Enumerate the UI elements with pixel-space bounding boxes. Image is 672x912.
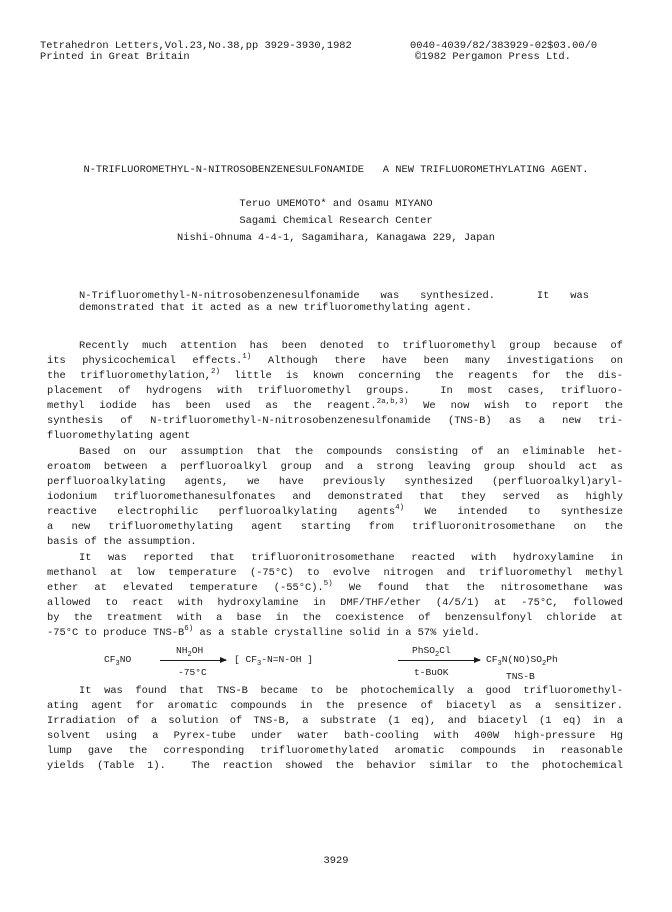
body-line: yields (Table 1). The reaction showed the behavior similar to the photochemical xyxy=(47,760,623,772)
reaction-arrow xyxy=(398,660,480,661)
reagent-2: PhSO$_2$Cl xyxy=(412,645,451,659)
printed-in: Printed in Great Britain xyxy=(40,51,190,63)
body-line: ating agent for aromatic compounds in the presence of biacetyl as a sensitizer. xyxy=(47,700,623,712)
body-line: basis of the assumption. xyxy=(47,536,197,548)
footnote-ref: 6) xyxy=(184,624,194,633)
product-label: TNS-B xyxy=(506,671,535,682)
body-line: allowed to react with hydroxylamine in DMF/THF/ether (4/5/1) at -75°C, followed xyxy=(47,597,623,609)
affiliation: Sagami Chemical Research Center xyxy=(239,215,433,227)
body-line: ether at elevated temperature (-55°C).$^{5)}$ We found that the nitrosomethane was xyxy=(47,579,623,594)
body-line: by the treatment with a base in the coexistence of benzensulfonyl chloride at xyxy=(47,612,623,624)
body-line: lump gave the corresponding trifluoromethylated aromatic compounds in reasonable xyxy=(47,745,623,757)
page-number: 3929 xyxy=(323,855,349,867)
reactant-formula: $CF_3NO$ xyxy=(104,654,132,668)
copyright: ©1982 Pergamon Press Ltd. xyxy=(415,51,571,63)
body-line: eroatom between a perfluoroalkyl group and a strong leaving group should act as xyxy=(47,461,623,473)
body-line: its physicochemical effects.$^{1)}$ Although there have been many investigations on xyxy=(47,352,623,367)
body-line: methanol at low temperature (-75°C) to evolve nitrogen and trifluoromethyl methyl xyxy=(47,567,623,579)
body-line: fluoromethylating agent xyxy=(47,430,191,442)
body-line: -75°C to produce TNS-$B^{6)}$ as a stable crystalline solid in a 57% yield. xyxy=(47,624,481,639)
body-line: methyl iodide has been used as the reagent.$^{2a,b,3)}$ We now wish to report the xyxy=(47,397,624,412)
footnote-ref: 1) xyxy=(242,352,252,361)
reagent-1: $NH_2OH$ xyxy=(176,645,204,659)
intermediate-formula: [ $CF_3-N=N-OH$ ] xyxy=(234,654,314,668)
footnote-ref: 2a,b,3) xyxy=(376,397,409,406)
body-line: placement of hydrogens with trifluoromethyl groups. In most cases, trifluoro- xyxy=(47,385,623,397)
footnote-ref: 5) xyxy=(323,579,333,588)
product-formula: $CF_3N(NO)SO_2Ph$ xyxy=(486,654,558,668)
body-line: It was found that TNS-B became to be photochemically a good trifluoromethyl- xyxy=(79,685,623,697)
authors: Teruo UMEMOTO* and Osamu MIYANO xyxy=(239,198,433,210)
abstract-line: demonstrated that it acted as a new trifluoromethylating agent. xyxy=(79,302,472,314)
body-line: the trifluoromethylation,$^{2)}$ little is known concerning the reagents for the dis- xyxy=(47,367,623,382)
reaction-arrow xyxy=(160,660,226,661)
body-line: iodonium trifluoromethanesulfonates and demonstrated that they served as highly xyxy=(47,491,623,503)
body-line: Recently much attention has been denoted to trifluoromethyl group because of xyxy=(79,340,623,352)
article-title: N-TRIFLUOROMETHYL-N-NITROSOBENZENESULFONAMIDE A NEW TRIFLUOROMETHYLATING AGENT. xyxy=(83,164,589,176)
body-line: It was reported that trifluoronitrosomethane reacted with hydroxylamine in xyxy=(79,552,623,564)
address: Nishi-Ohnuma 4-4-1, Sagamihara, Kanagawa 229, Japan xyxy=(176,232,495,244)
body-line: Irradiation of a solution of TNS-B, a substrate (1 eq), and biacetyl (1 eq) in a xyxy=(47,715,623,727)
footnote-ref: 2) xyxy=(210,367,220,376)
body-line: synthesis of N-trifluoromethyl-N-nitrosobenzenesulfonamide (TNS-B) as a new tri- xyxy=(47,415,623,427)
condition-2: t-BuOK xyxy=(414,667,449,678)
body-line: Based on our assumption that the compounds consisting of an eliminable het- xyxy=(79,446,623,458)
body-line: solvent using a Pyrex-tube under water bath-cooling with 400W high-pressure Hg xyxy=(47,730,623,742)
abstract-line: N-Trifluoromethyl-N-nitrosobenzenesulfonamide was synthesized. It was xyxy=(79,290,589,302)
footnote-ref: 4) xyxy=(395,503,405,512)
body-line: reactive electrophilic perfluoroalkylating agents$^{4)}$ We intended to synthesize xyxy=(47,503,623,518)
body-line: perfluoroalkylating agents, we have previously synthesized (perfluoroalkyl)aryl- xyxy=(47,476,623,488)
issn-price: 0040-4039/82/383929-02$03.00/0 xyxy=(410,40,598,52)
journal-citation: Tetrahedron Letters,Vol.23,No.38,pp 3929-3930,1982 xyxy=(40,40,352,52)
body-line: a new trifluoromethylating agent starting from trifluoronitrosomethane on the xyxy=(47,521,623,533)
condition-1: -75°C xyxy=(178,667,207,678)
